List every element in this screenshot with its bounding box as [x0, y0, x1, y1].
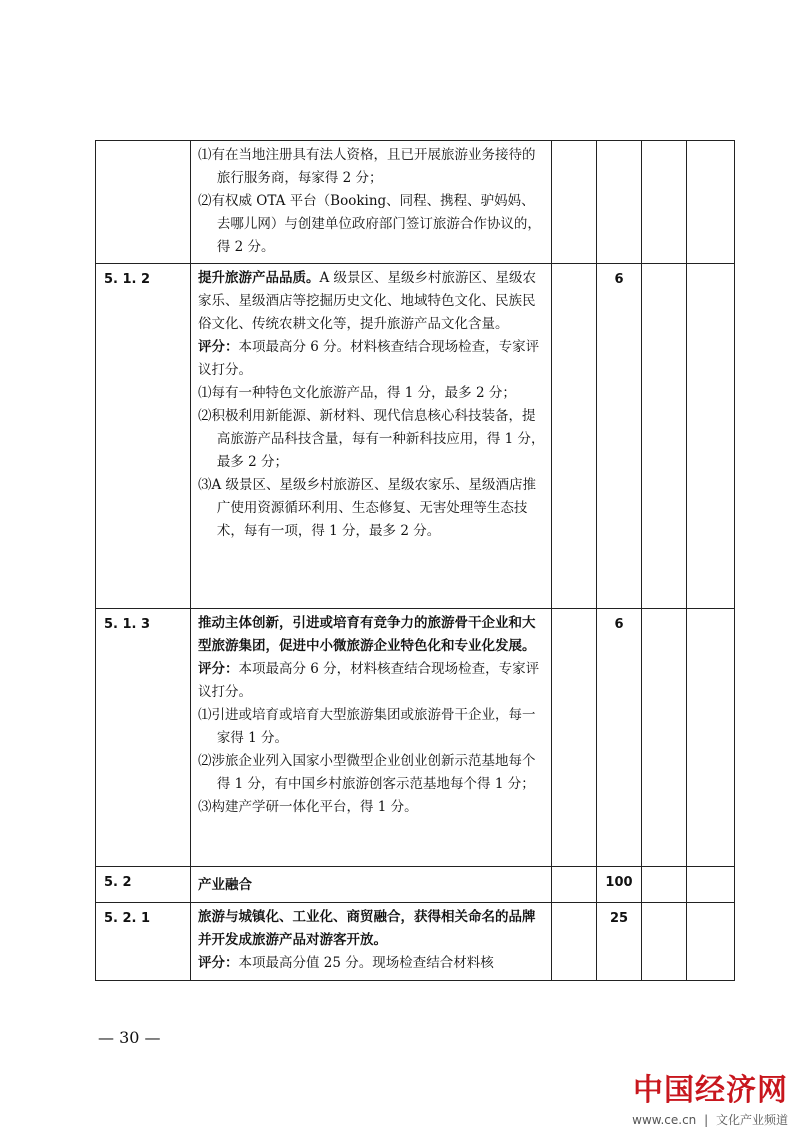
- points-value: 25: [597, 903, 642, 981]
- list-item: ⑵有权威 OTA 平台（Booking、同程、携程、驴妈妈、去哪儿网）与创建单位政府部门签订旅游合作协议的，得 2 分。: [198, 193, 541, 255]
- criteria-cell: [191, 264, 552, 609]
- list-item: ⑶构建产学研一体化平台，得 1 分。: [198, 799, 418, 815]
- points-value: 6: [597, 264, 642, 609]
- table-row: [96, 903, 735, 981]
- watermark: [628, 1065, 788, 1128]
- scoring-rule: 评分：本项最高分 6 分。材料核查结合现场检查，专家评议打分。: [198, 339, 540, 378]
- criteria-lead: 推动主体创新，引进或培育有竞争力的旅游骨干企业和大型旅游集团，促进中小微旅游企业特色化和专业化发展。: [198, 615, 536, 654]
- item-code: 5. 2. 1: [96, 903, 191, 981]
- list-item: ⑵积极利用新能源、新材料、现代信息核心科技装备，提高旅游产品科技含量，每有一种新科技应用，得 1 分，最多 2 分；: [198, 408, 545, 470]
- points-value: 100: [597, 867, 642, 903]
- list-item: ⑴每有一种特色文化旅游产品，得 1 分，最多 2 分；: [198, 385, 516, 401]
- criteria-lead: 提升旅游产品品质。A 级景区、星级乡村旅游区、星级农家乐、星级酒店等挖掘历史文化、地域特色文化、民族民俗文化、传统农耕文化等，提升旅游产品文化含量。: [198, 270, 537, 332]
- table-row: [96, 141, 735, 264]
- table-row: [96, 264, 735, 609]
- item-code: 5. 2: [96, 867, 191, 903]
- list-item: ⑴有在当地注册具有法人资格，且已开展旅游业务接待的旅行服务商，每家得 2 分；: [198, 147, 536, 186]
- watermark-channel: 文化产业频道: [715, 1113, 788, 1127]
- scoring-rule: 评分：本项最高分 6 分，材料核查结合现场检查，专家评议打分。: [198, 661, 540, 700]
- list-item: ⑵涉旅企业列入国家小型微型企业创业创新示范基地每个得 1 分，有中国乡村旅游创客示范基地每个得 1 分；: [198, 753, 536, 792]
- criteria-cell: [191, 141, 552, 264]
- item-code: 5. 1. 3: [96, 609, 191, 867]
- criteria-lead: 旅游与城镇化、工业化、商贸融合，获得相关命名的品牌并开发成旅游产品对游客开放。: [198, 909, 536, 948]
- watermark-logo: 中国经济网: [633, 1073, 788, 1108]
- scoring-table: [95, 140, 735, 981]
- list-item: ⑴引进或培育或培育大型旅游集团或旅游骨干企业，每一家得 1 分。: [198, 707, 536, 746]
- section-title: 产业融合: [191, 867, 552, 903]
- watermark-url: www.ce.cn: [632, 1113, 697, 1127]
- watermark-caption: www.ce.cn | 文化产业频道: [632, 1113, 788, 1127]
- item-code: 5. 1. 2: [96, 264, 191, 609]
- scoring-rule: 评分：本项最高分值 25 分。现场检查结合材料核: [198, 955, 494, 971]
- points-value: 6: [597, 609, 642, 867]
- criteria-cell: [191, 903, 552, 981]
- page-number: — 30 —: [98, 1028, 161, 1047]
- table-row: [96, 609, 735, 867]
- table-row: [96, 867, 735, 903]
- criteria-cell: [191, 609, 552, 867]
- list-item: ⑶A 级景区、星级乡村旅游区、星级农家乐、星级酒店推广使用资源循环利用、生态修复、无害处理等生态技术，每有一项，得 1 分，最多 2 分。: [198, 477, 537, 539]
